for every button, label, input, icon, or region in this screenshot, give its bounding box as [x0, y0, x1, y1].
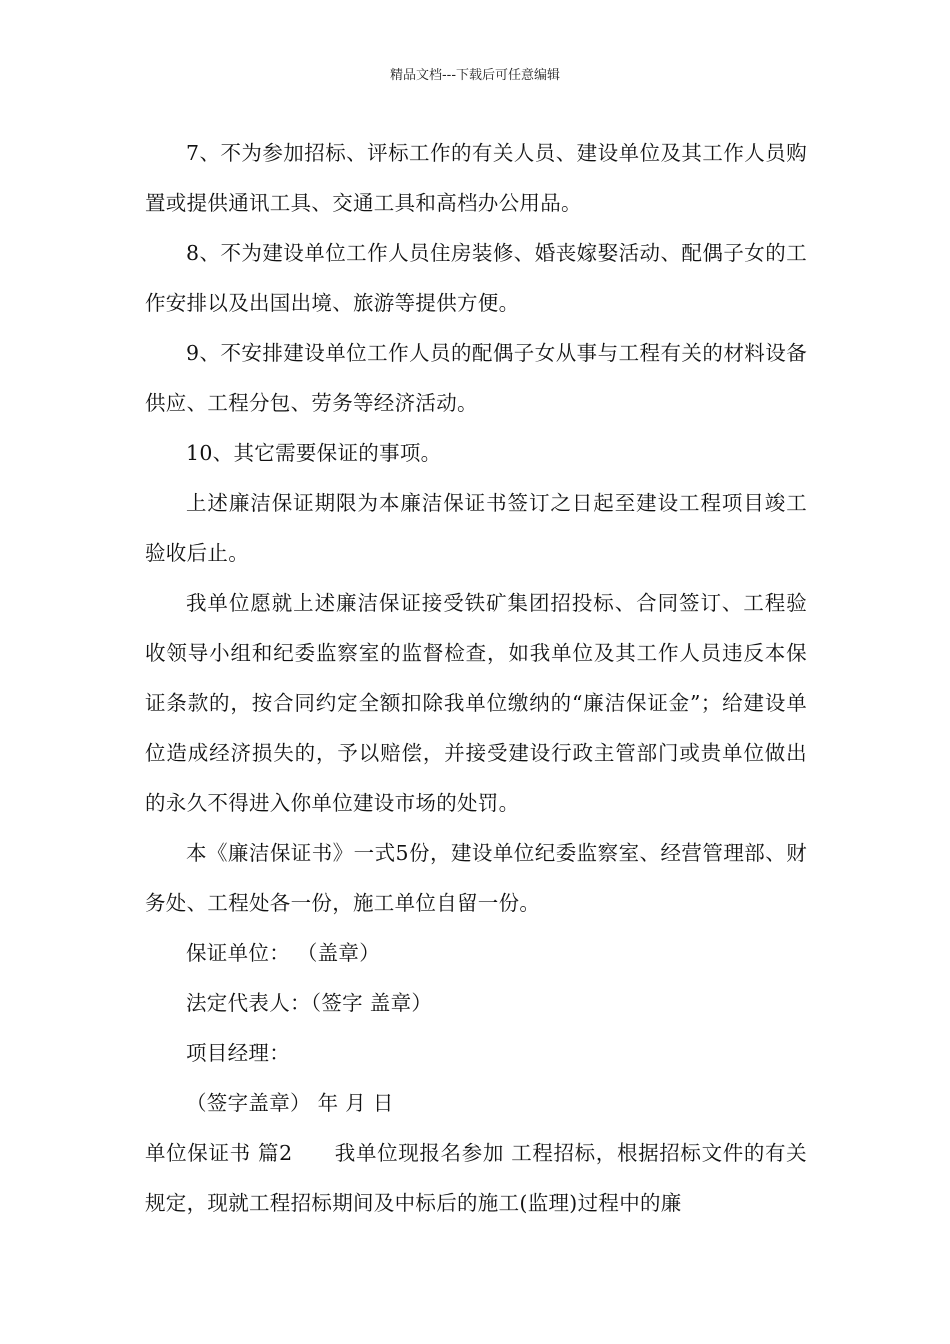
- signature-guarantor: 保证单位： （盖章）: [186, 941, 381, 965]
- page-header: 精品文档---下载后可任意编辑: [389, 68, 561, 83]
- paragraph-supervision: 我单位愿就上述廉洁保证接受铁矿集团招投标、合同签订、工程验收领导小组和纪委监察室的监督检查，如我单位及其工作人员违反本保证条款的，按合同约定全额扣除我单位缴纳的“廉洁保证金”；给建设单位造成经济损失的，予以赔偿，并接受建设行政主管部门或贵单位做出的永久不得进入你单位建设市场的处罚。: [145, 591, 807, 815]
- signature-date: （签字盖章） 年 月 日: [186, 1091, 394, 1115]
- paragraph-copies: 本《廉洁保证书》一式5份，建设单位纪委监察室、经营管理部、财务处、工程处各一份，施工单位自留一份。: [145, 841, 807, 915]
- paragraph-item-10: 10、其它需要保证的事项。: [186, 441, 442, 465]
- signature-project-manager: 项目经理：: [186, 1041, 290, 1065]
- paragraph-item-8: 8、不为建设单位工作人员住房装修、婚丧嫁娶活动、配偶子女的工作安排以及出国出境、旅游等提供方便。: [145, 241, 807, 315]
- paragraph-item-9: 9、不安排建设单位工作人员的配偶子女从事与工程有关的材料设备供应、工程分包、劳务等经济活动。: [145, 341, 807, 415]
- paragraph-item-7: 7、不为参加招标、评标工作的有关人员、建设单位及其工作人员购置或提供通讯工具、交通工具和高档办公用品。: [145, 141, 807, 215]
- signature-legal-rep: 法定代表人：（签字 盖章）: [186, 991, 433, 1015]
- document-body: [145, 128, 807, 1228]
- paragraph-period: 上述廉洁保证期限为本廉洁保证书签订之日起至建设工程项目竣工验收后止。: [145, 491, 807, 565]
- section2-paragraph: [145, 1128, 807, 1228]
- section2-text: 我单位现报名参加 工程招标，根据招标文件的有关规定，现就工程招标期间及中标后的施工(监理)过程中的廉: [145, 1141, 807, 1215]
- section2-title: 单位保证书 篇2: [145, 1141, 293, 1165]
